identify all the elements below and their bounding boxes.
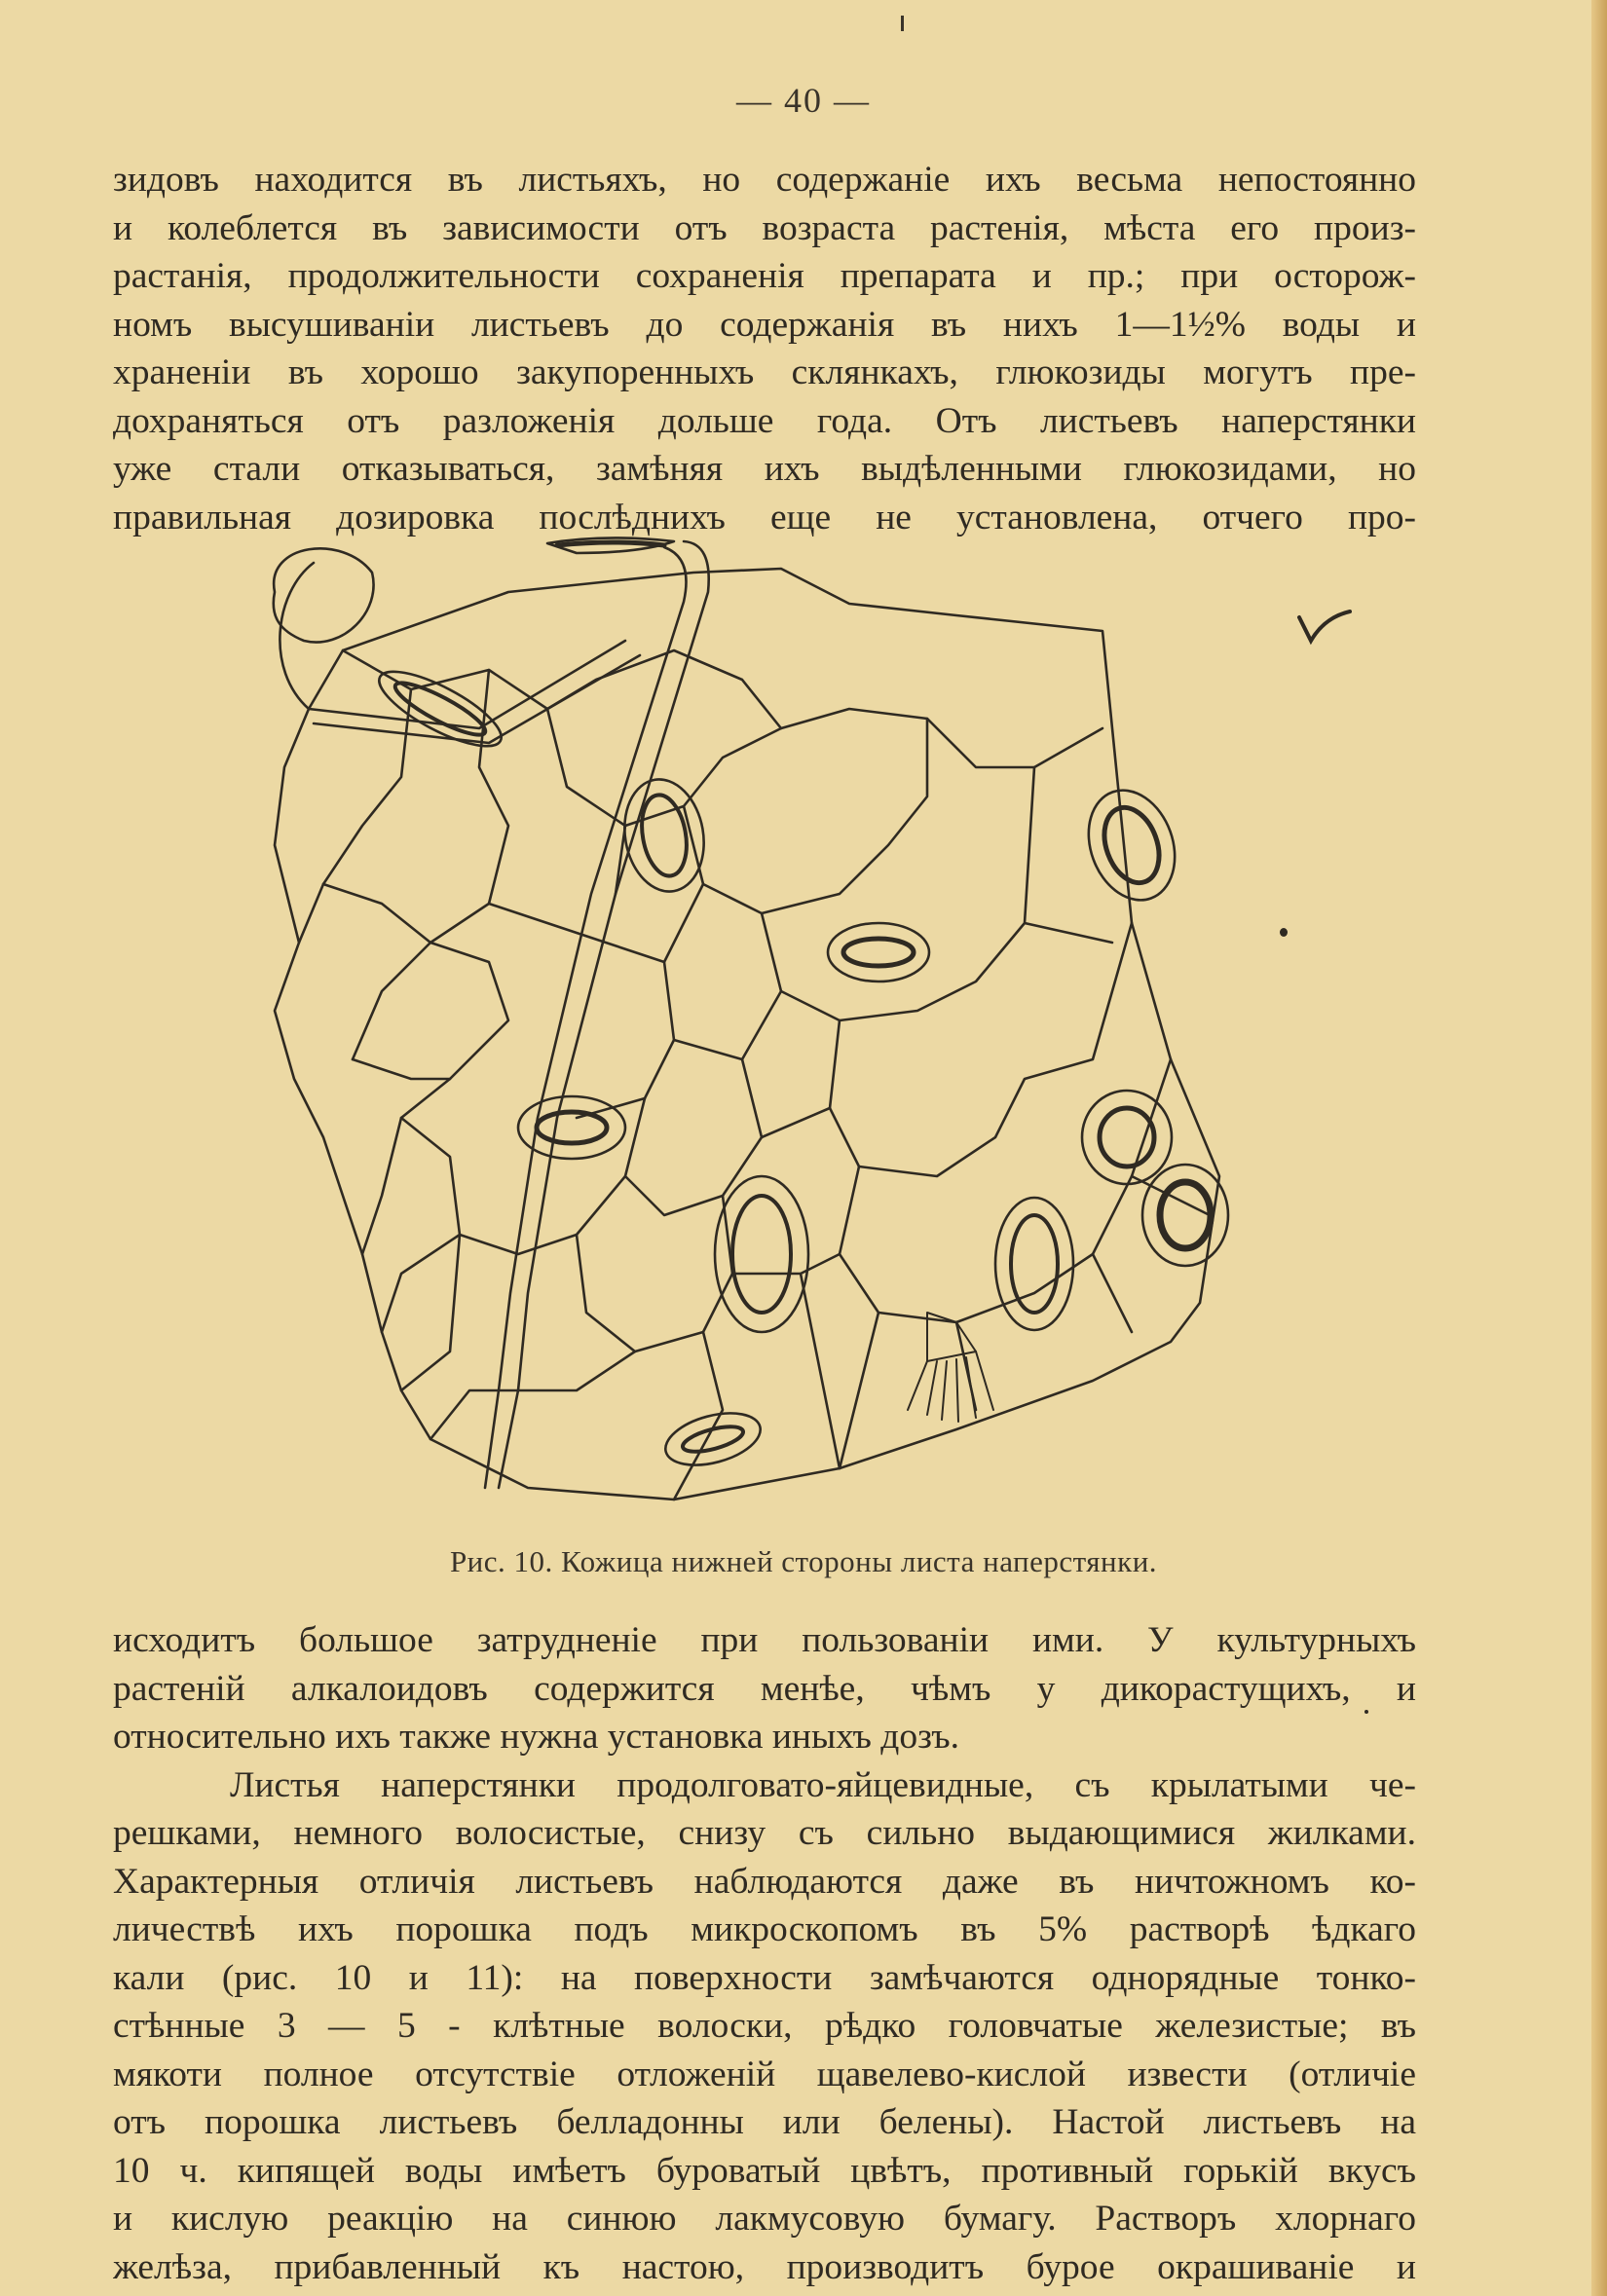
text-line: относительно ихъ также нужна установка иныхъ дозъ. (113, 1717, 960, 1757)
text-line: стѣнные 3 — 5 - клѣтные волоски, рѣдко головчатые железистые; въ (113, 2006, 1416, 2046)
text-line: растеній алкалоидовъ содержится менѣе, чѣмъ у дикорастущихъ, и (113, 1668, 1416, 1709)
ink-dot (1280, 928, 1288, 937)
text-line: и кислую реакцію на синюю лакмусовую бумагу. Растворъ хлорнаго (113, 2199, 1416, 2239)
page-number: — 40 — (736, 81, 871, 120)
text-line: Листья наперстянки продолговато-яйцевидные, съ крылатыми че- (230, 1764, 1416, 1805)
text-line: кали (рис. 10 и 11): на поверхности замѣчаются однорядные тонко- (113, 1957, 1416, 1998)
text-line: правильная дозировка послѣднихъ еще не установлена, отчего про- (113, 497, 1416, 537)
text-line: зидовъ находится въ листьяхъ, но содержаніе ихъ весьма непостоянно (113, 160, 1416, 200)
text-line: 10 ч. кипящей воды имѣетъ буроватый цвѣтъ, противный горькій вкусъ (113, 2150, 1416, 2191)
text-line: решками, немного волосистые, снизу съ сильно выдающимися жилками. (113, 1813, 1416, 1853)
text-line: личествѣ ихъ порошка подъ микроскопомъ въ 5% растворѣ ѣдкаго (113, 1909, 1416, 1949)
figure-caption: Рис. 10. Кожица нижней стороны листа наперстянки. (449, 1544, 1158, 1578)
ink-dot (1364, 1710, 1368, 1714)
hair-base (908, 1313, 993, 1422)
paragraph-bottom (113, 1616, 1416, 2291)
text-line: мякоти полное отсутствіе отложеній щавелево-кислой извести (отличіе (113, 2054, 1416, 2094)
scan-mark (901, 16, 904, 31)
text-line: и колеблется въ зависимости отъ возраста растенія, мѣста его произ- (113, 207, 1416, 248)
text-line: уже стали отказываться, замѣняя ихъ выдѣленными глюкозидами, но (113, 449, 1416, 489)
text-line: желѣза, прибавленный къ настою, производитъ бурое окрашиваніе и (113, 2246, 1416, 2287)
stomata (370, 658, 1228, 1474)
text-line: растанія, продолжительности сохраненія препарата и пр.; при осторож- (113, 256, 1416, 296)
paragraph-top (113, 156, 1416, 541)
text-line: Характерныя отличія листьевъ наблюдаются даже въ ничтожномъ ко- (113, 1861, 1416, 1902)
page-edge (1591, 0, 1607, 2296)
text-line: храненіи въ хорошо закупоренныхъ склянкахъ, глюкозиды могутъ пре- (113, 352, 1416, 392)
check-mark-icon (1295, 608, 1354, 647)
text-line: дохраняться отъ разложенія дольше года. Отъ листьевъ наперстянки (113, 400, 1416, 441)
leaf-epidermis-figure (255, 534, 1327, 1527)
text-line: отъ порошка листьевъ белладонны или белены). Настой листьевъ на (113, 2102, 1416, 2142)
text-line: номъ высушиваніи листьевъ до содержанія въ нихъ 1—1½% воды и (113, 304, 1416, 345)
cell-drawing (255, 534, 1327, 1527)
text-line: исходитъ большое затрудненіе при пользованіи ими. У культурныхъ (113, 1620, 1416, 1660)
